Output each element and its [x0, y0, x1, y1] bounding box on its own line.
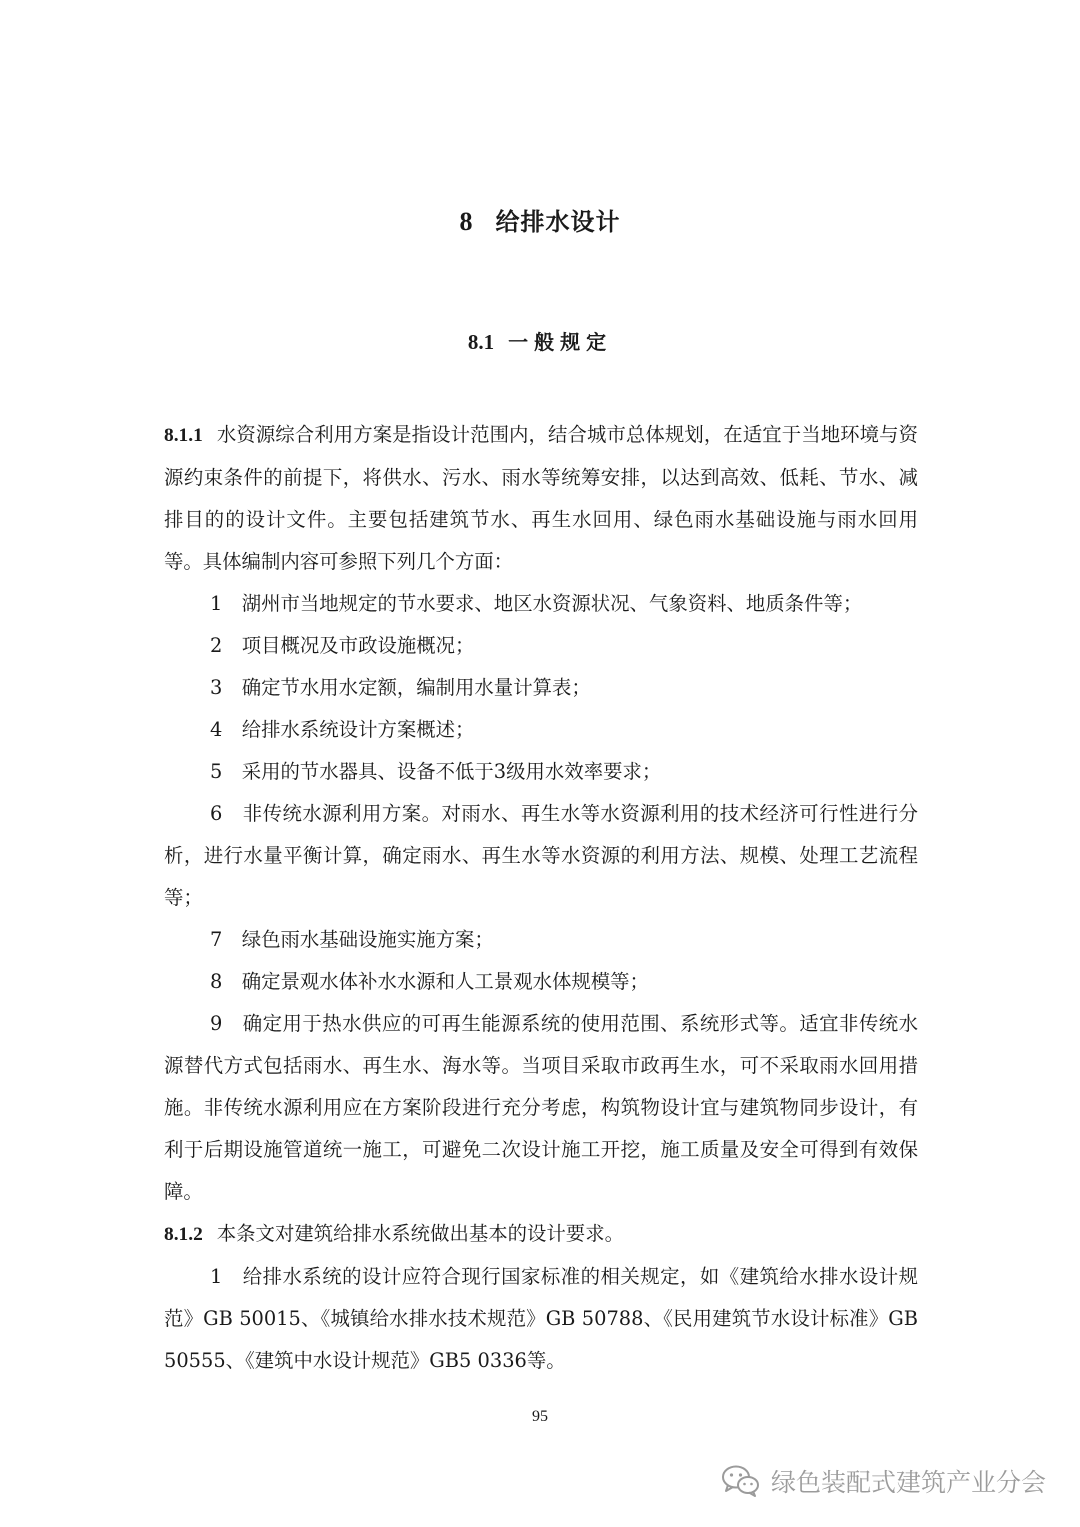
list-item: 1 给排水系统的设计应符合现行国家标准的相关规定，如《建筑给水排水设计规范》GB 50015、《城镇给水排水技术规范》GB 50788、《民用建筑节水设计标准》GB 50555、《建筑中水设计规范》GB5 0336等。 [164, 1265, 918, 1372]
list-item: 6 非传统水源利用方案。对雨水、再生水等水资源利用的技术经济可行性进行分析，进行水量平衡计算，确定雨水、再生水等水资源的利用方法、规模、处理工艺流程等； [164, 802, 918, 909]
chapter-title-text: 给排水设计 [495, 208, 621, 236]
clause-paragraph [164, 1213, 918, 1256]
clause-text: 本条文对建筑给排水系统做出基本的设计要求。 [216, 1222, 624, 1245]
document-body [164, 414, 918, 1382]
list-item: 5 采用的节水器具、设备不低于3级用水效率要求； [210, 760, 662, 783]
chapter-number: 8 [459, 207, 474, 236]
list-item: 3 确定节水用水定额，编制用水量计算表； [210, 676, 591, 699]
list-item: 7 绿色雨水基础设施实施方案； [210, 928, 494, 951]
section-title [0, 326, 1080, 355]
section-title-text: 一般规定 [508, 330, 613, 354]
list-item: 1 湖州市当地规定的节水要求、地区水资源状况、气象资料、地质条件等； [210, 592, 863, 615]
clause-number: 8.1.2 [164, 1224, 203, 1245]
section-number: 8.1 [467, 330, 495, 354]
list-item: 9 确定用于热水供应的可再生能源系统的使用范围、系统形式等。适宜非传统水源替代方式包括雨水、再生水、海水等。当项目采取市政再生水，可不采取雨水回用措施。非传统水源利用应在方案阶段进行充分考虑，构筑物设计宜与建筑物同步设计，有利于后期设施管道统一施工，可避免二次设计施工开挖，施工质量及安全可得到有效保障。 [164, 1012, 918, 1203]
watermark-text: 绿色装配式建筑产业分会 [770, 1468, 1046, 1497]
clause-paragraph [164, 414, 918, 583]
list-item: 4 给排水系统设计方案概述； [210, 718, 475, 741]
wechat-icon [721, 1464, 761, 1498]
page-number: 95 [532, 1408, 548, 1425]
clause-number: 8.1.1 [164, 425, 203, 446]
list-item: 8 确定景观水体补水水源和人工景观水体规模等； [210, 970, 649, 993]
clause-text: 水资源综合利用方案是指设计范围内，结合城市总体规划，在适宜于当地环境与资源约束条件的前提下，将供水、污水、雨水等统筹安排，以达到高效、低耗、节水、减排目的的设计文件。主要包括建筑节水、再生水回用、绿色雨水基础设施与雨水回用等。具体编制内容可参照下列几个方面： [164, 423, 918, 573]
list-item: 2 项目概况及市政设施概况； [210, 634, 475, 657]
chapter-title [0, 202, 1080, 237]
watermark [721, 1456, 1046, 1506]
